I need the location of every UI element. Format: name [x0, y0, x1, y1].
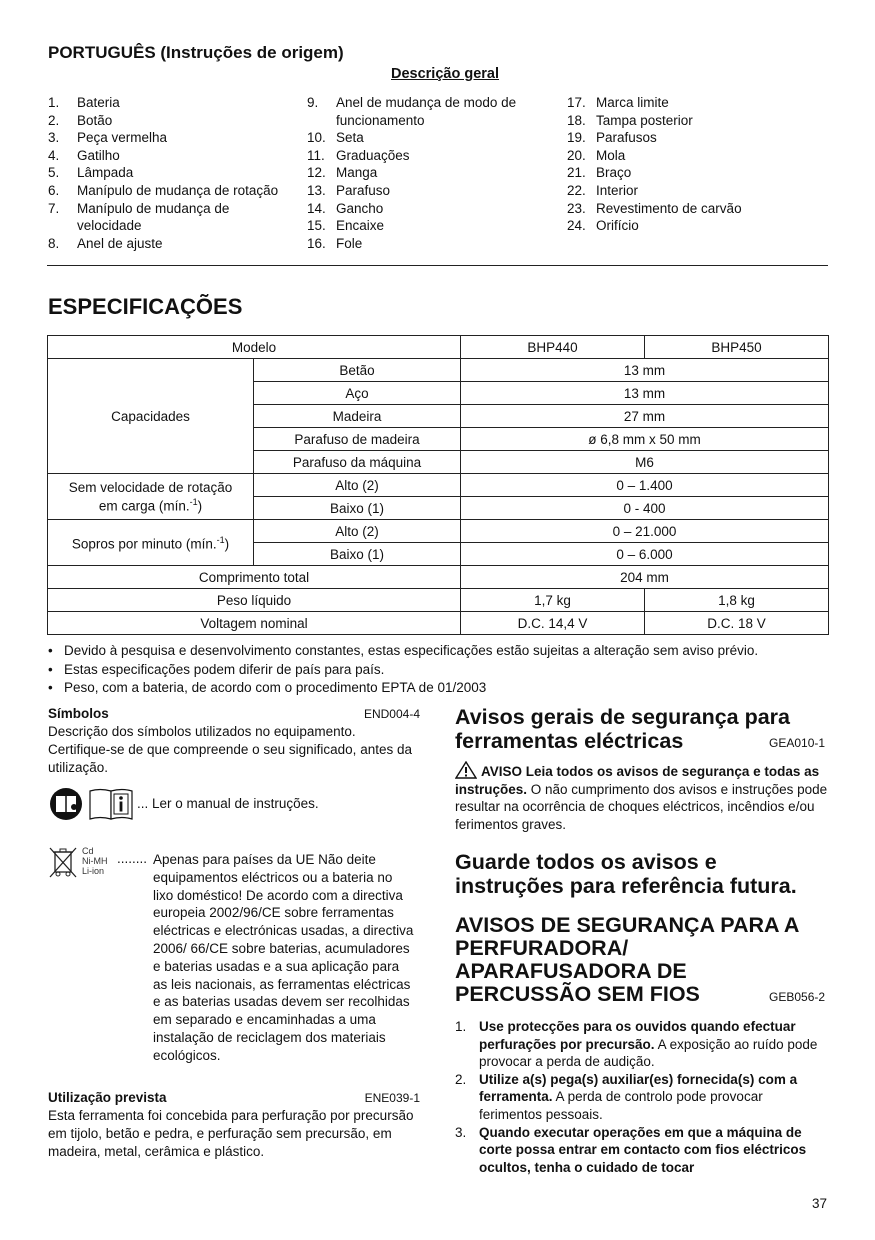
list-item: 2. Botão: [48, 112, 113, 128]
specifications-table: [47, 335, 829, 635]
table-cell: 0 – 1.400: [461, 474, 829, 497]
eu-disposal-text: Apenas para países da UE Não deite equipamentos eléctricos ou a bateria no lixo doméstico! De acordo com a directiva europeia 2002/96/CE sobre ferramentas eléctricas e electrónicas usadas, a directiva 2006/ 66/CE sobre baterias, acumuladores e baterias usadas e a sua aplicação para as leis nacionais, as ferramentas eléctricas e as baterias usadas devem ser recolhidas em separado e encaminhadas a uma instalação de reciclagem dos materiais ecológicos.: [153, 852, 414, 1063]
table-cell: 0 - 400: [461, 497, 829, 520]
table-cell: Alto (2): [254, 520, 461, 543]
list-item: 21. Braço: [567, 165, 632, 181]
info-manual-icon: [88, 787, 134, 826]
list-item: 12. Manga: [307, 165, 378, 181]
list-item: 5. Lâmpada: [48, 165, 134, 181]
page-number: 37: [811, 1196, 827, 1211]
model-label: Modelo: [48, 336, 461, 359]
list-item: 16. Fole: [307, 235, 363, 251]
table-cell: Parafuso da máquina: [254, 451, 461, 474]
table-row: [48, 336, 829, 359]
list-item: 3. Peça vermelha: [48, 130, 168, 146]
list-item: 9. Anel de mudança de modo de funcionamento: [307, 95, 517, 128]
spec-notes: [47, 642, 758, 698]
table-cell: Alto (2): [254, 474, 461, 497]
list-item: 6. Manípulo de mudança de rotação: [48, 182, 279, 198]
list-item: 1. Use protecções para os ouvidos quando efectuar perfurações por precursão. A exposição ao ruído pode provocar a perda de audição.: [455, 1019, 818, 1070]
general-safety-code: GEA010-1: [769, 736, 826, 750]
warning-icon: [455, 761, 477, 779]
list-item: • Devido à pesquisa e desenvolvimento constantes, estas especificações estão sujeitas a alteração sem aviso prévio.: [48, 643, 759, 658]
table-cell: D.C. 14,4 V: [461, 612, 645, 635]
crossed-bin-icon: [48, 845, 78, 884]
list-item: 24. Orifício: [567, 218, 639, 234]
list-item: • Peso, com a bateria, de acordo com o procedimento EPTA de 01/2003: [48, 680, 487, 695]
list-item: 1. Bateria: [48, 95, 120, 110]
table-cell: 27 mm: [461, 405, 829, 428]
table-row: [48, 474, 829, 497]
parts-list-col-2: [307, 94, 543, 252]
battery-type-cd: Cd: [82, 846, 94, 856]
parts-list-col-1: [48, 94, 298, 252]
intended-use-text: Esta ferramenta foi concebida para perfuração por precursão em tijolo, betão e pedra, e perfuração sem precursão, em madeira, metal, cerâmica e plástico.: [48, 1108, 414, 1159]
list-item: 18. Tampa posterior: [567, 112, 693, 128]
table-row: [48, 566, 829, 589]
no-load-speed-label: Sem velocidade de rotação em carga (mín.$^{-1}$): [48, 474, 254, 520]
intended-use-code: ENE039-1: [364, 1091, 420, 1105]
table-cell: M6: [461, 451, 829, 474]
list-item: 4. Gatilho: [48, 147, 120, 163]
battery-type-liion: Li-ion: [82, 866, 105, 876]
list-item: 15. Encaixe: [307, 218, 385, 234]
general-safety-warning: AVISO Leia todos os avisos de segurança e todas as instruções. O não cumprimento dos avisos e instruções pode resultar na ocorrência de choques eléctricos, incêndios e/ou ferimentos graves.: [455, 761, 828, 833]
keep-warnings-heading: Guarde todos os avisos e instruções para referência futura.: [455, 850, 797, 898]
table-row: [48, 520, 829, 543]
blows-per-minute-label: Sopros por minuto (mín.$^{-1}$): [48, 520, 254, 566]
table-cell: Betão: [254, 359, 461, 382]
table-row: [48, 359, 829, 382]
list-item: 17. Marca limite: [567, 95, 669, 110]
table-cell: 1,7 kg: [461, 589, 645, 612]
table-cell: Baixo (1): [254, 543, 461, 566]
specifications-title: ESPECIFICAÇÕES: [48, 294, 243, 319]
symbols-section: [48, 705, 420, 777]
capacities-label: Capacidades: [48, 359, 254, 474]
list-item: • Estas especificações podem diferir de país para país.: [48, 661, 385, 677]
table-row: [48, 612, 829, 635]
table-cell: 1,8 kg: [645, 589, 829, 612]
table-cell: 0 – 6.000: [461, 543, 829, 566]
symbols-heading: Símbolos: [48, 706, 109, 721]
table-cell: Baixo (1): [254, 497, 461, 520]
table-cell: Parafuso de madeira: [254, 428, 461, 451]
list-item: 7. Manípulo de mudança de velocidade: [48, 200, 230, 234]
battery-types: [82, 846, 108, 876]
drill-safety-code: GEB056-2: [769, 990, 826, 1004]
language-title: PORTUGUÊS (Instruções de origem): [48, 43, 344, 62]
table-cell: Voltagem nominal: [48, 612, 461, 635]
table-cell: Comprimento total: [48, 566, 461, 589]
drill-safety-list: [455, 1018, 828, 1176]
list-item: 23. Revestimento de carvão: [567, 200, 742, 216]
list-item: 14. Gancho: [307, 200, 384, 216]
table-cell: Aço: [254, 382, 461, 405]
read-manual-icon: [47, 787, 85, 826]
symbols-text: Descrição dos símbolos utilizados no equipamento. Certifique-se de que compreende o seu significado, antes da utilização.: [48, 724, 412, 775]
battery-type-nimh: Ni-MH: [82, 856, 108, 866]
divider: [47, 265, 828, 266]
table-cell: D.C. 18 V: [645, 612, 829, 635]
symbols-code: END004-4: [363, 707, 420, 721]
table-cell: 13 mm: [461, 359, 829, 382]
list-item: 2. Utilize a(s) pega(s) auxiliar(es) fornecida(s) com a ferramenta. A perda de controlo pode provocar ferimentos pessoais.: [455, 1071, 798, 1122]
model-bhp440: BHP440: [461, 336, 645, 359]
list-item: 3. Quando executar operações em que a máquina de corte possa entrar em contacto com fios eléctricos ocultos, tenha o cuidado de tocar: [455, 1124, 807, 1175]
table-cell: 0 – 21.000: [461, 520, 829, 543]
list-item: 19. Parafusos: [567, 130, 657, 146]
table-row: [48, 589, 829, 612]
eu-leader: ........: [117, 851, 148, 866]
intended-use-heading: Utilização prevista: [48, 1090, 167, 1105]
list-item: 13. Parafuso: [307, 182, 391, 198]
list-item: 22. Interior: [567, 182, 639, 198]
model-bhp450: BHP450: [645, 336, 829, 359]
manual-text: ... Ler o manual de instruções.: [137, 796, 319, 811]
description-title: Descrição geral: [391, 66, 500, 82]
table-cell: ø 6,8 mm x 50 mm: [461, 428, 829, 451]
parts-list-col-3: [567, 94, 807, 235]
table-cell: 13 mm: [461, 382, 829, 405]
list-item: 11. Graduações: [307, 147, 410, 163]
table-cell: Madeira: [254, 405, 461, 428]
list-item: 20. Mola: [567, 147, 626, 163]
table-cell: 204 mm: [461, 566, 829, 589]
general-safety-heading: Avisos gerais de segurança para ferramentas eléctricas: [455, 705, 791, 753]
list-item: 8. Anel de ajuste: [48, 235, 163, 251]
list-item: 10. Seta: [307, 130, 364, 146]
intended-use-section: [48, 1089, 420, 1161]
drill-safety-heading: AVISOS DE SEGURANÇA PARA A PERFURADORA/ APARAFUSADORA DE PERCUSSÃO SEM FIOS: [455, 913, 800, 1006]
table-cell: Peso líquido: [48, 589, 461, 612]
